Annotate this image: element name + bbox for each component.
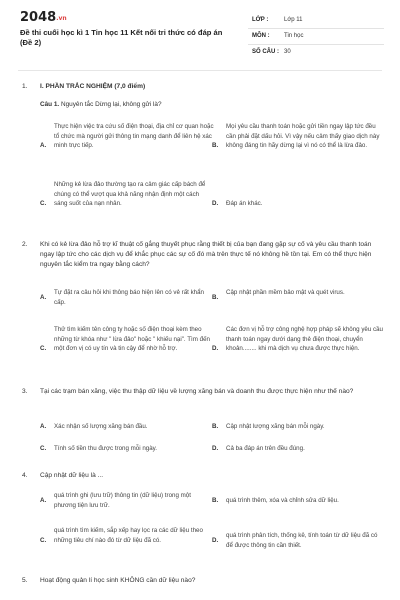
meta-value[interactable]: Tin học	[284, 33, 304, 39]
meta-value[interactable]: Lớp 11	[284, 17, 303, 23]
option-text: quá trình ghi (lưu trữ) thông tin (dữ liệu) trong một phương tiện lưu trữ.	[54, 492, 191, 509]
option-text: Tính số tiền thu được trong mỗi ngày.	[54, 445, 158, 452]
option-text: Cập nhật lượng xăng bán mỗi ngày.	[226, 423, 325, 430]
option-text: Xác nhận số lượng xăng bán đầu.	[54, 423, 148, 430]
option-text: Những kẻ lừa đảo thường tạo ra cảm giác cấp bách để chúng có thể vượt qua khả năng nhận định một cách sáng suốt của nạn nhân.	[54, 181, 206, 208]
option-4c[interactable]	[40, 526, 215, 556]
meta-label: SỐ CÂU :	[252, 49, 279, 55]
option-letter: A.	[40, 294, 47, 301]
question-subtitle	[40, 100, 162, 110]
option-letter: D.	[212, 445, 219, 452]
option-2b[interactable]	[212, 288, 384, 316]
logo-main: 2048	[20, 10, 57, 25]
option-3b[interactable]	[212, 422, 384, 434]
option-letter: D.	[212, 537, 219, 544]
option-3c[interactable]	[40, 444, 215, 456]
option-text: Mọi yêu cầu thanh toán hoặc gửi tiền ngay lập tức đều cần phải đặt dấu hỏi. Vì vậy nếu cảm thấy giao dịch này không đáng tin hãy dừng lại vì nó có thể là lừa đảo.	[226, 123, 380, 150]
option-3d[interactable]	[212, 444, 384, 456]
question-stem: Khi có kẻ lừa đảo hỗ trợ kĩ thuật cố gắng thuyết phục rằng thiết bị của bạn đang gặp sự cố và yêu cầu thanh toán ngay lập tức cho các dịch vụ để khắc phục các sự cố đó mà trên thực tế nó không hề tồn tại. Em có thể thực hiện nguyên tắc kiểm tra ngay bằng cách?	[40, 241, 372, 268]
question-number: 1.	[22, 83, 28, 90]
option-letter: C.	[40, 537, 47, 544]
question-stem: Cập nhật dữ liệu là ...	[40, 472, 104, 479]
option-letter: B.	[212, 497, 219, 504]
option-letter: D.	[212, 345, 219, 352]
option-letter: C.	[40, 200, 47, 207]
question-number: 4.	[22, 472, 28, 479]
page-header	[0, 0, 400, 62]
option-text: Tự đặt ra câu hỏi khi thông báo hiện lên có vẻ rất khẩn cấp.	[54, 289, 204, 306]
meta-value: 30	[284, 49, 291, 55]
option-letter: C.	[40, 345, 47, 352]
option-1a[interactable]	[40, 122, 215, 170]
meta-label: LỚP :	[252, 17, 269, 23]
option-text: Đáp án khác.	[226, 200, 263, 207]
option-1b[interactable]	[212, 122, 384, 170]
site-logo[interactable]	[20, 10, 67, 25]
option-2d[interactable]	[212, 325, 384, 373]
sub-label: Câu 1.	[40, 101, 60, 108]
option-text: Cập nhật phần mềm bảo mật và quét virus.	[226, 289, 345, 296]
option-text: quá trình phân tích, thống kê, tính toán từ dữ liệu đã có để được thông tin cần thiết.	[226, 532, 378, 549]
option-text: quá trình thêm, xóa và chỉnh sửa dữ liệu.	[226, 497, 339, 504]
question-number: 2.	[22, 241, 28, 248]
option-letter: A.	[40, 142, 47, 149]
option-1d[interactable]	[212, 180, 384, 228]
question-stem: Hoạt động quản lí học sinh KHÔNG cần dữ liệu nào?	[40, 577, 196, 584]
option-text: quá trình tìm kiếm, sắp xếp hay lọc ra các dữ liệu theo những tiêu chí nào đó từ dữ liệu đã có.	[54, 527, 203, 544]
sub-text: Nguyên tắc Dừng lại, không gửi là?	[60, 101, 162, 108]
option-2a[interactable]	[40, 288, 215, 316]
exam-title: Đề thi cuối học kì 1 Tin học 11 Kết nối tri thức có đáp án (Đề 2)	[20, 28, 223, 47]
meta-row-subject	[248, 29, 384, 45]
question-number: 5.	[22, 577, 28, 584]
option-text: Cả ba đáp án trên đều đúng.	[226, 445, 305, 452]
option-letter: B.	[212, 423, 219, 430]
option-2c[interactable]	[40, 325, 215, 373]
exam-meta-table	[248, 13, 384, 60]
option-letter: B.	[212, 142, 219, 149]
option-text: Thực hiện việc tra cứu số điện thoại, địa chỉ cơ quan hoặc tổ chức mà người gửi thông tin mạng danh để liên hệ xác minh trực tiếp.	[54, 123, 214, 150]
option-letter: B.	[212, 294, 219, 301]
option-letter: A.	[40, 423, 47, 430]
option-4b[interactable]	[212, 491, 384, 511]
section-heading: I. PHẦN TRẮC NGHIỆM (7,0 điểm)	[40, 83, 146, 90]
option-3a[interactable]	[40, 422, 215, 434]
header-divider	[18, 70, 382, 71]
logo-suffix: .vn	[56, 15, 67, 22]
option-text: Thử tìm kiếm tên công ty hoặc số điện thoại kèm theo những từ khóa như " lừa đảo" hoặc " khiếu nại". Tìm đến một đơn vị có uy tín và tin cậy để nhờ hỗ trợ.	[54, 326, 210, 353]
question-stem: Tại các trạm bán xăng, việc thu thập dữ liệu về lượng xăng bán và doanh thu được thực hiện như thế nào?	[40, 388, 354, 395]
meta-row-class	[248, 13, 384, 29]
option-letter: C.	[40, 445, 47, 452]
option-text: Các đơn vị hỗ trợ công nghệ hợp pháp sẽ không yêu cầu thanh toán ngay dưới dạng thẻ điện thoại, chuyển khoản........ khi mà dịch vụ chưa được thực hiện.	[226, 326, 383, 353]
meta-row-count	[248, 45, 384, 60]
option-4a[interactable]	[40, 491, 215, 511]
option-1c[interactable]	[40, 180, 215, 228]
question-number: 3.	[22, 388, 28, 395]
option-4d[interactable]	[212, 531, 384, 551]
meta-label: MÔN :	[252, 33, 270, 39]
option-letter: A.	[40, 497, 47, 504]
option-letter: D.	[212, 200, 219, 207]
